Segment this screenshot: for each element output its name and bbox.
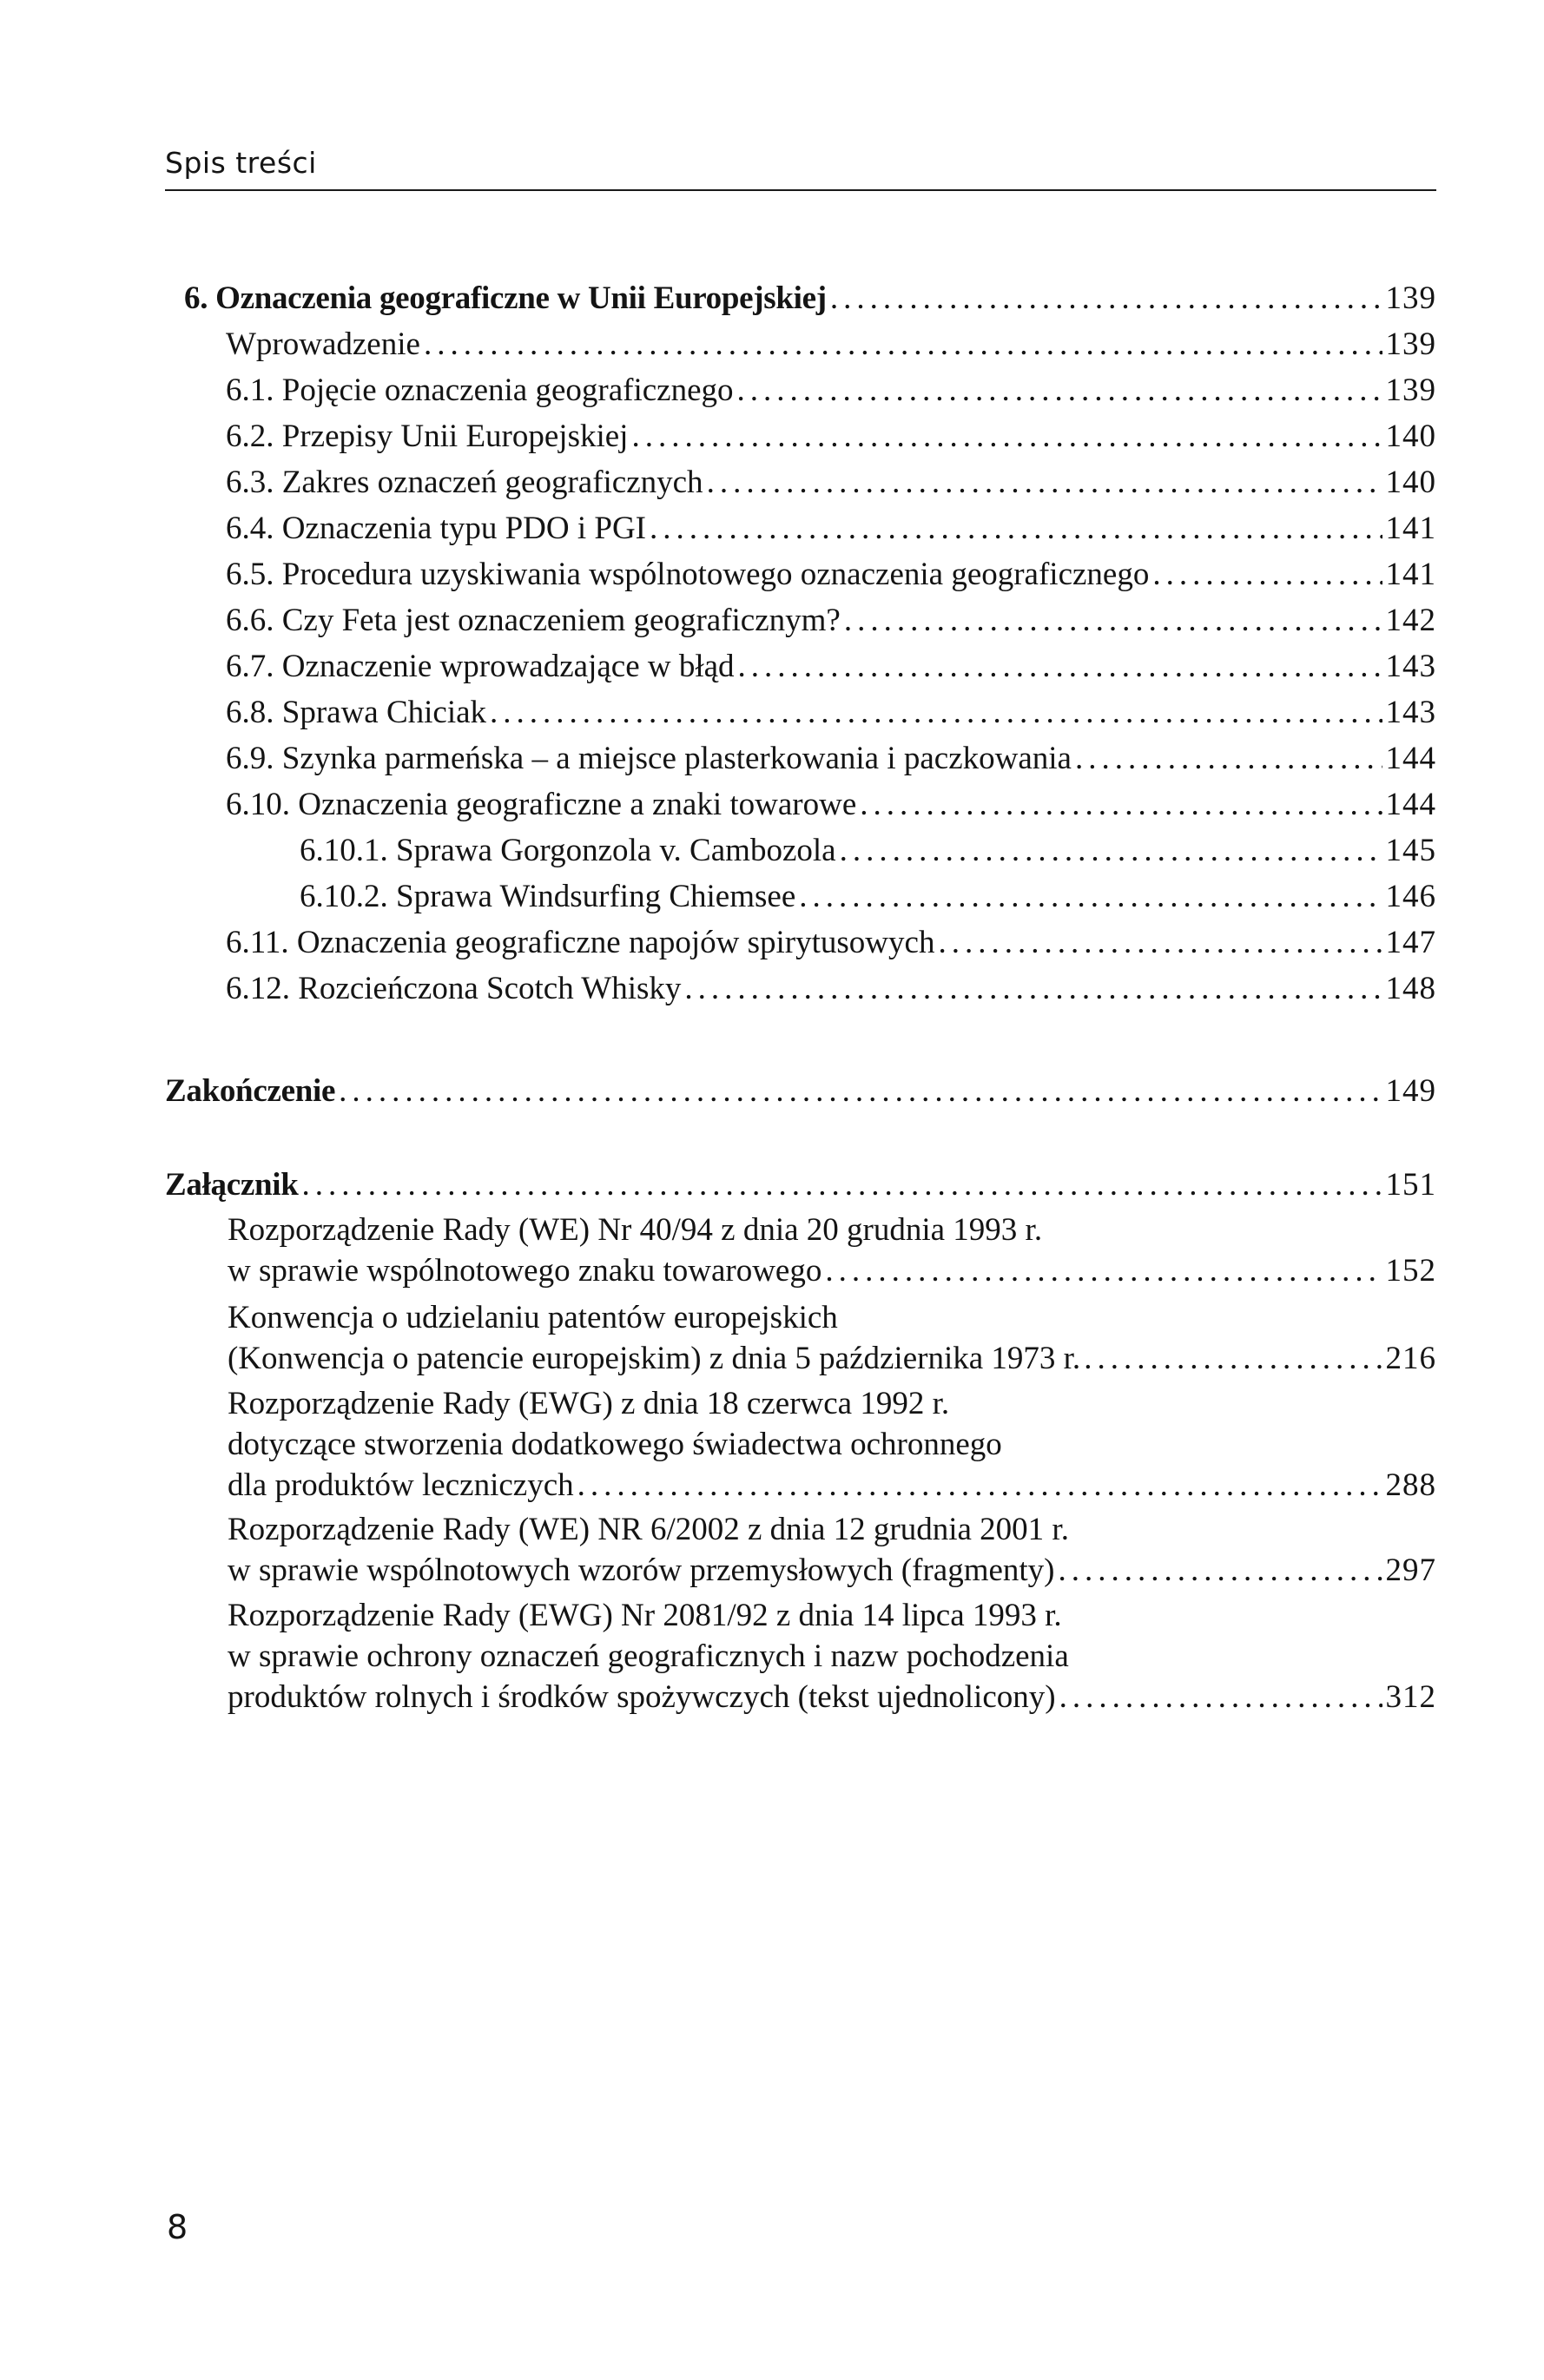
toc-entry[interactable] (226, 689, 1436, 735)
toc-entry-page: 140 (1385, 465, 1436, 500)
dot-leader (860, 781, 1382, 827)
appendix-doc-line: Rozporządzenie Rady (WE) Nr 40/94 z dnia 20 grudnia 1993 r. (228, 1212, 1043, 1248)
toc-entry-page: 146 (1385, 879, 1436, 914)
toc-appendix-doc[interactable] (228, 1248, 1436, 1294)
page-number: 8 (167, 2208, 188, 2246)
toc-entry-title: 6.8. Sprawa Chiciak (226, 695, 487, 730)
dot-leader (339, 1068, 1382, 1114)
dot-leader (1084, 1335, 1382, 1381)
toc-entry-page: 139 (1385, 372, 1436, 408)
dot-leader (650, 505, 1382, 551)
toc-entry-page: 149 (1385, 1073, 1436, 1109)
toc-entry-title: 6.1. Pojęcie oznaczenia geograficznego (226, 372, 734, 408)
toc-conclusion[interactable] (165, 1068, 1436, 1114)
toc-entry-page: 151 (1385, 1167, 1436, 1203)
toc-entry[interactable] (226, 781, 1436, 827)
dot-leader (1075, 735, 1382, 781)
toc-entry-title: Wprowadzenie (226, 326, 420, 362)
toc-entry-title: dla produktów leczniczych (228, 1467, 574, 1503)
toc-entry[interactable] (226, 367, 1436, 413)
toc-entry[interactable] (300, 874, 1436, 920)
toc-entry-page: 144 (1385, 741, 1436, 776)
toc-entry[interactable] (226, 321, 1436, 367)
toc-entry-title: 6.10.2. Sprawa Windsurfing Chiemsee (300, 879, 796, 914)
toc-entry-page: 142 (1385, 603, 1436, 638)
toc-entry-title: w sprawie wspólnotowego znaku towarowego (228, 1253, 822, 1289)
appendix-doc-line: Rozporządzenie Rady (WE) NR 6/2002 z dnia 12 grudnia 2001 r. (228, 1512, 1069, 1547)
toc-entry[interactable] (226, 920, 1436, 966)
toc-entry-title: produktów rolnych i środków spożywczych (tekst ujednolicony) (228, 1679, 1056, 1715)
toc-appendix-heading[interactable] (165, 1162, 1436, 1208)
toc-appendix-doc[interactable] (228, 1674, 1436, 1720)
dot-leader (684, 966, 1382, 1012)
toc-entry-page: 312 (1385, 1679, 1436, 1715)
toc-entry-page: 139 (1385, 326, 1436, 362)
toc-entry-title: 6. Oznaczenia geograficzne w Unii Europejskiej (184, 280, 827, 316)
toc-entry-page: 143 (1385, 649, 1436, 684)
header-rule (165, 189, 1436, 191)
toc-entry[interactable] (226, 505, 1436, 551)
toc-entry[interactable] (226, 597, 1436, 643)
toc-entry-page: 141 (1385, 511, 1436, 546)
toc-entry-page: 143 (1385, 695, 1436, 730)
dot-leader (938, 920, 1382, 966)
appendix-doc-line: dotyczące stworzenia dodatkowego świadectwa ochronnego (228, 1427, 1002, 1462)
toc-entry-page: 139 (1385, 280, 1436, 316)
toc-entry-title: 6.7. Oznaczenie wprowadzające w błąd (226, 649, 735, 684)
dot-leader (738, 643, 1382, 689)
toc-entry-title: 6.4. Oznaczenia typu PDO i PGI (226, 511, 646, 546)
appendix-doc-line: w sprawie ochrony oznaczeń geograficznych i nazw pochodzenia (228, 1638, 1069, 1674)
dot-leader (799, 874, 1382, 920)
toc-entry-title: 6.3. Zakres oznaczeń geograficznych (226, 465, 703, 500)
toc-entry-title: 6.6. Czy Feta jest oznaczeniem geograficznym? (226, 603, 841, 638)
toc-entry[interactable] (226, 459, 1436, 505)
dot-leader (490, 689, 1382, 735)
toc-entry-title: 6.10.1. Sprawa Gorgonzola v. Cambozola (300, 833, 836, 868)
toc-entry-page: 147 (1385, 925, 1436, 960)
dot-leader (844, 597, 1382, 643)
dot-leader (840, 827, 1382, 874)
toc-entry-page: 144 (1385, 787, 1436, 822)
dot-leader (1059, 1674, 1382, 1720)
dot-leader (737, 367, 1382, 413)
toc-appendix-doc[interactable] (228, 1462, 1436, 1508)
dot-leader (424, 321, 1382, 367)
toc-entry[interactable] (226, 735, 1436, 781)
toc-entry-title: 6.2. Przepisy Unii Europejskiej (226, 419, 629, 454)
dot-leader (825, 1248, 1382, 1294)
toc-entry-title: 6.5. Procedura uzyskiwania wspólnotowego oznaczenia geograficznego (226, 557, 1150, 592)
toc-entry-title: 6.11. Oznaczenia geograficzne napojów spirytusowych (226, 925, 935, 960)
dot-leader (302, 1162, 1382, 1208)
toc-entry-title: w sprawie wspólnotowych wzorów przemysłowych (fragmenty) (228, 1553, 1055, 1588)
toc-entry[interactable] (300, 827, 1436, 874)
toc-entry-page: 141 (1385, 557, 1436, 592)
toc-appendix-doc[interactable] (228, 1335, 1436, 1381)
toc-entry-page: 216 (1385, 1341, 1436, 1376)
toc-entry-page: 148 (1385, 971, 1436, 1006)
toc-entry-title: 6.9. Szynka parmeńska – a miejsce plasterkowania i paczkowania (226, 741, 1072, 776)
dot-leader (1152, 551, 1382, 597)
toc-appendix-doc[interactable] (228, 1547, 1436, 1593)
toc-entry-page: 297 (1385, 1553, 1436, 1588)
toc-entry-title: 6.10. Oznaczenia geograficzne a znaki towarowe (226, 787, 857, 822)
toc-entry[interactable] (226, 643, 1436, 689)
toc-chapter-6-heading[interactable] (184, 275, 1436, 321)
toc-entry[interactable] (226, 551, 1436, 597)
dot-leader (631, 413, 1382, 459)
dot-leader (830, 275, 1382, 321)
toc-entry-page: 152 (1385, 1253, 1436, 1289)
toc-entry-page: 145 (1385, 833, 1436, 868)
running-head: Spis treści (165, 146, 317, 180)
dot-leader (577, 1462, 1382, 1508)
toc-entry-page: 140 (1385, 419, 1436, 454)
toc-entry-title: (Konwencja o patencie europejskim) z dnia 5 października 1973 r. (228, 1341, 1081, 1376)
toc-entry-page: 288 (1385, 1467, 1436, 1503)
appendix-doc-line: Rozporządzenie Rady (EWG) z dnia 18 czerwca 1992 r. (228, 1386, 950, 1421)
toc-entry-title: Załącznik (165, 1167, 299, 1203)
toc-entry-title: Zakończenie (165, 1073, 336, 1109)
toc-entry-title: 6.12. Rozcieńczona Scotch Whisky (226, 971, 682, 1006)
toc-entry[interactable] (226, 966, 1436, 1012)
toc-entry[interactable] (226, 413, 1436, 459)
dot-leader (707, 459, 1382, 505)
appendix-doc-line: Rozporządzenie Rady (EWG) Nr 2081/92 z dnia 14 lipca 1993 r. (228, 1598, 1062, 1633)
appendix-doc-line: Konwencja o udzielaniu patentów europejskich (228, 1300, 838, 1335)
dot-leader (1059, 1547, 1382, 1593)
